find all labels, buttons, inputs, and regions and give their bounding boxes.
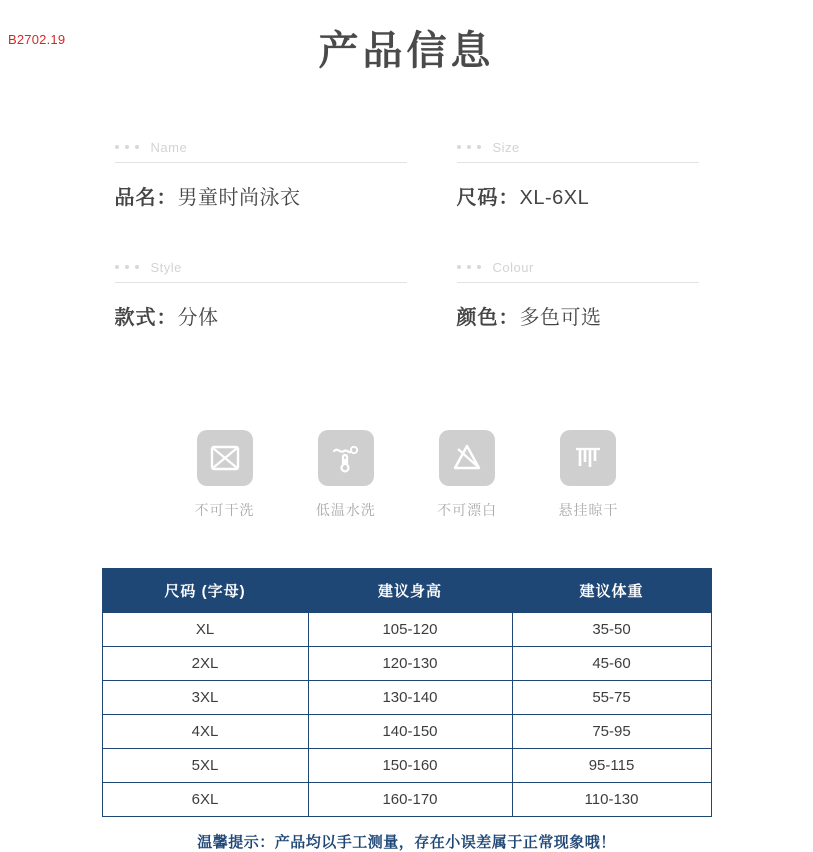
info-value: XL-6XL xyxy=(519,187,590,209)
care-item-no-bleach xyxy=(419,430,515,520)
table-row xyxy=(102,647,711,681)
no-bleach-icon xyxy=(439,430,495,486)
cell-size: XL xyxy=(102,613,308,647)
info-label: 款式： xyxy=(114,307,178,329)
care-label: 不可干洗 xyxy=(194,502,255,518)
info-header xyxy=(115,258,407,283)
care-item-low-temp-wash xyxy=(298,430,394,520)
info-body xyxy=(115,181,407,210)
care-label: 低温水洗 xyxy=(315,502,376,518)
info-body xyxy=(457,181,699,210)
column-header-weight: 建议体重 xyxy=(512,569,711,613)
info-item-name xyxy=(115,138,407,210)
cell-weight: 55-75 xyxy=(512,681,711,715)
column-header-size: 尺码 (字母) xyxy=(102,569,308,613)
cell-weight: 75-95 xyxy=(512,715,711,749)
dots-decoration xyxy=(457,145,481,149)
page-title: 产品信息 xyxy=(318,29,495,73)
info-header xyxy=(457,138,699,163)
dots-decoration xyxy=(115,265,139,269)
info-item-colour xyxy=(407,258,699,330)
table-row xyxy=(102,715,711,749)
size-table xyxy=(102,568,712,817)
dots-decoration xyxy=(457,265,481,269)
cell-weight: 110-130 xyxy=(512,783,711,817)
info-value: 多色可选 xyxy=(519,307,602,329)
table-row xyxy=(102,681,711,715)
care-label: 悬挂晾干 xyxy=(558,502,619,518)
info-value: 男童时尚泳衣 xyxy=(177,187,301,209)
cell-size: 6XL xyxy=(102,783,308,817)
info-eng-label: Name xyxy=(150,139,188,155)
cell-size: 4XL xyxy=(102,715,308,749)
info-label: 品名： xyxy=(114,187,178,209)
info-eng-label: Colour xyxy=(492,259,534,275)
cell-height: 160-170 xyxy=(308,783,512,817)
cell-size: 2XL xyxy=(102,647,308,681)
dots-decoration xyxy=(115,145,139,149)
column-header-height: 建议身高 xyxy=(308,569,512,613)
cell-height: 140-150 xyxy=(308,715,512,749)
hang-dry-icon xyxy=(560,430,616,486)
product-code: B2702.19 xyxy=(8,32,66,47)
info-label: 尺码： xyxy=(456,187,520,209)
table-row xyxy=(102,783,711,817)
care-item-no-dry-clean xyxy=(177,430,273,520)
info-eng-label: Size xyxy=(492,139,520,155)
table-row xyxy=(102,613,711,647)
info-item-size xyxy=(407,138,699,210)
cell-weight: 45-60 xyxy=(512,647,711,681)
cell-size: 3XL xyxy=(102,681,308,715)
cell-height: 130-140 xyxy=(308,681,512,715)
measurement-tip: 温馨提示：产品均以手工测量，存在小误差属于正常现象哦！ xyxy=(197,834,616,851)
info-item-style xyxy=(115,258,407,330)
care-item-hang-dry xyxy=(540,430,636,520)
cell-height: 105-120 xyxy=(308,613,512,647)
size-table-head xyxy=(102,569,711,613)
cell-weight: 35-50 xyxy=(512,613,711,647)
cell-size: 5XL xyxy=(102,749,308,783)
info-body xyxy=(115,301,407,330)
size-table-body xyxy=(102,613,711,817)
care-instructions xyxy=(177,430,637,520)
cell-weight: 95-115 xyxy=(512,749,711,783)
cell-height: 120-130 xyxy=(308,647,512,681)
info-eng-label: Style xyxy=(150,259,182,275)
info-header xyxy=(115,138,407,163)
info-header xyxy=(457,258,699,283)
no-dry-clean-icon xyxy=(197,430,253,486)
product-info-grid xyxy=(115,138,699,378)
table-row xyxy=(102,749,711,783)
table-header-row xyxy=(102,569,711,613)
info-body xyxy=(457,301,699,330)
care-label: 不可漂白 xyxy=(437,502,498,518)
info-value: 分体 xyxy=(177,307,219,329)
low-temp-wash-icon xyxy=(318,430,374,486)
cell-height: 150-160 xyxy=(308,749,512,783)
info-label: 颜色： xyxy=(456,307,520,329)
